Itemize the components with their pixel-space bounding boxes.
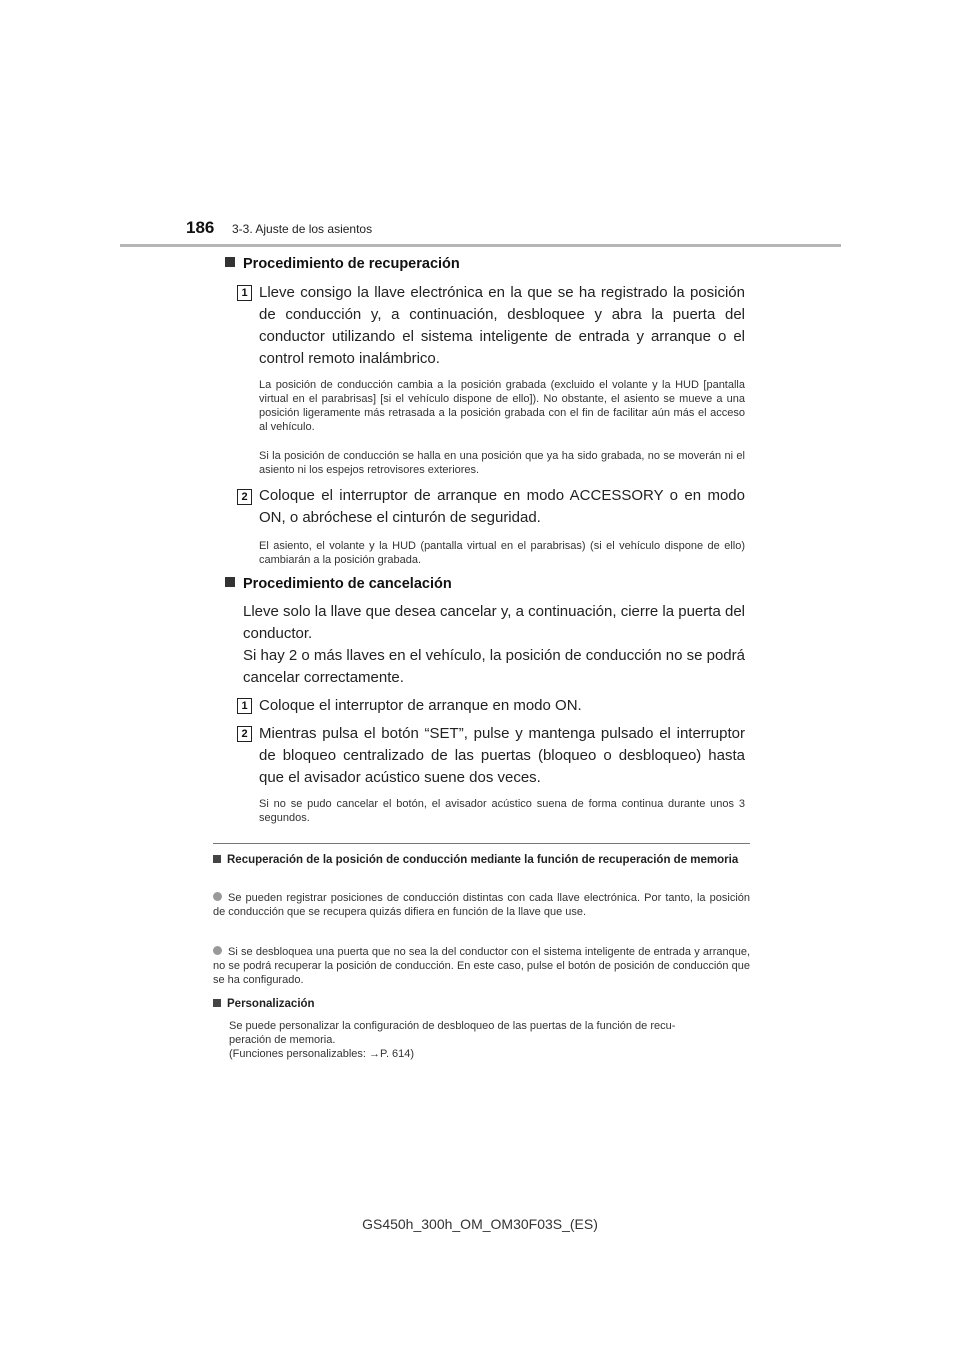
recovery-title: Procedimiento de recuperación: [243, 256, 460, 272]
recovery-step1-text: Lleve consigo la llave electrónica en la que se ha registrado la posición de conducción y, a continuación, desbloquee y abra la puerta del conductor utilizando el sistema inteligente de entrada y arranque o el control remoto inalámbrico.: [259, 284, 745, 367]
square-bullet-icon: [225, 257, 235, 267]
customization-line-1: Se puede personalizar la configuración de desbloqueo de las puertas de la función de recu-: [229, 1020, 676, 1032]
header-rule: [120, 244, 841, 247]
section-title: 3-3. Ajuste de los asientos: [232, 222, 373, 236]
recovery-step1-note1: La posición de conducción cambia a la posición grabada (excluido el volante y la HUD [pantalla virtual en el parabrisas] [si el vehículo dispone de ello]). No obstante, el asiento se mueve a una posición ligeramente más retrasada a la posición grabada con el fin de facilitar aún más el acceso al vehículo.: [259, 379, 745, 433]
recovery-heading: [225, 256, 460, 272]
step-number-badge: 2: [237, 726, 252, 742]
memory-recovery-title: Recuperación de la posición de conducción mediante la función de recuperación de memoria: [227, 854, 739, 866]
page-reference-link[interactable]: (Funciones personalizables: →P. 614): [229, 1048, 415, 1060]
memory-bullet-1-text: Se pueden registrar posiciones de conducción distintas con cada llave electrónica. Por tanto, la posición de conducción que se recupera quizás difiera en función de la llave que use.: [213, 892, 750, 918]
recovery-step2-text: Coloque el interruptor de arranque en modo ACCESSORY o en modo ON, o abróchese el cinturón de seguridad.: [259, 487, 745, 526]
recovery-step2-note: El asiento, el volante y la HUD (pantalla virtual en el parabrisas) (si el vehículo dispone de ello) cambiarán a la posición grabada.: [259, 540, 745, 566]
step-number-badge: 1: [237, 698, 252, 714]
customization-line-2: peración de memoria.: [229, 1034, 336, 1046]
cancel-step1-text: Coloque el interruptor de arranque en modo ON.: [259, 697, 582, 714]
square-bullet-icon: [225, 577, 235, 587]
memory-bullet-1: [213, 891, 750, 919]
recovery-step1-note2: Si la posición de conducción se halla en una posición que ya ha sido grabada, no se moverán ni el asiento ni los espejos retrovisores exteriores.: [259, 450, 745, 476]
customization-heading: [213, 997, 315, 1011]
customization-title: Personalización: [227, 998, 315, 1010]
document-footer: GS450h_300h_OM_OM30F03S_(ES): [362, 1216, 598, 1232]
cancel-intro-1: Lleve solo la llave que desea cancelar y, a continuación, cierre la puerta del conductor.: [243, 603, 745, 642]
customization-text: [229, 1019, 750, 1061]
circle-bullet-icon: [213, 946, 222, 955]
step-number-badge: 2: [237, 489, 252, 505]
memory-bullet-2: [213, 945, 750, 987]
memory-bullet-2-text: Si se desbloquea una puerta que no sea la del conductor con el sistema inteligente de entrada y arranque, no se podrá recuperar la posición de conducción. En este caso, pulse el botón de posición de conducción que se ha configurado.: [213, 946, 750, 986]
square-bullet-icon: [213, 999, 221, 1007]
memory-recovery-heading: [213, 853, 750, 867]
page-number: 186: [186, 218, 215, 237]
step-number-badge: 1: [237, 285, 252, 301]
circle-bullet-icon: [213, 892, 222, 901]
cancel-step2-text: Mientras pulsa el botón “SET”, pulse y mantenga pulsado el interruptor de bloqueo centralizado de las puertas (bloqueo o desbloqueo) hasta que el avisador acústico suene dos veces.: [259, 725, 745, 786]
cancel-heading: [225, 576, 452, 592]
cancel-title: Procedimiento de cancelación: [243, 576, 452, 592]
divider: [213, 843, 750, 844]
square-bullet-icon: [213, 855, 221, 863]
cancel-intro-2: Si hay 2 o más llaves en el vehículo, la posición de conducción no se podrá cancelar correctamente.: [243, 647, 745, 686]
cancel-step2-note: Si no se pudo cancelar el botón, el avisador acústico suena de forma continua durante unos 3 segundos.: [259, 798, 745, 824]
